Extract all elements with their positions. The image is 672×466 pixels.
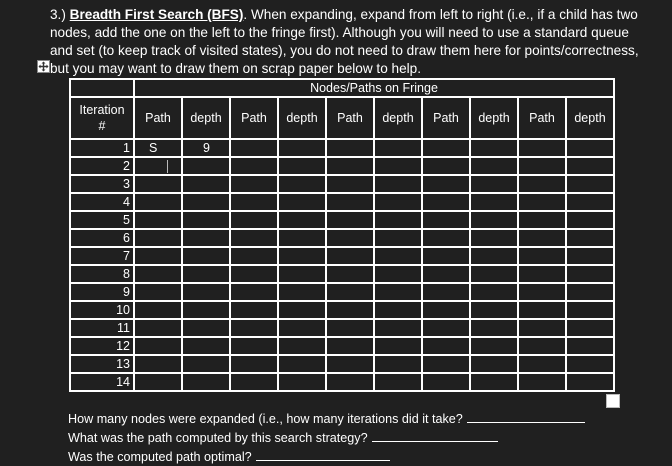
iteration-header-line1: Iteration [79,103,125,117]
table-row [71,374,613,390]
depth-cell-3[interactable] [375,338,421,354]
path-cell-1[interactable] [135,266,181,282]
followup-questions [68,409,628,466]
path-cell-2[interactable] [231,140,277,156]
fringe-table [69,78,615,392]
depth-cell-2[interactable] [279,356,325,372]
depth-cell-1[interactable] [183,230,229,246]
path-cell-2[interactable] [231,158,277,174]
path-cell-1[interactable] [135,302,181,318]
depth-cell-4[interactable] [471,140,517,156]
depth-cell-3[interactable] [375,266,421,282]
path-cell-4[interactable] [423,338,469,354]
depth-cell-4[interactable] [471,194,517,210]
depth-cell-2[interactable] [279,140,325,156]
depth-cell-4[interactable] [471,374,517,390]
depth-cell-2[interactable] [279,302,325,318]
depth-cell-5[interactable] [567,356,613,372]
path-cell-1[interactable] [135,356,181,372]
depth-cell-3[interactable] [375,374,421,390]
iteration-header[interactable] [71,98,133,138]
followup-line-1[interactable] [68,409,628,428]
question-title: Breadth First Search (BFS) [69,7,244,22]
depth-cell-4[interactable] [471,230,517,246]
depth-cell-5[interactable] [567,176,613,192]
depth-cell-3[interactable] [375,356,421,372]
depth-cell-1[interactable] [183,176,229,192]
path-cell-2[interactable] [231,374,277,390]
depth-cell-2[interactable] [279,374,325,390]
path-cell-3[interactable] [327,194,373,210]
text-cursor [167,160,168,173]
answer-blank-3[interactable] [256,447,390,461]
depth-cell-4[interactable] [471,320,517,336]
path-cell-2[interactable] [231,194,277,210]
depth-cell-2[interactable] [279,230,325,246]
path-cell-5[interactable] [519,320,565,336]
path-cell-2[interactable] [231,302,277,318]
header-corner-cell[interactable] [71,80,133,96]
path-cell-4[interactable] [423,176,469,192]
depth-cell-1[interactable] [183,320,229,336]
table-row [71,266,613,282]
depth-cell-3[interactable] [375,212,421,228]
path-cell-5[interactable] [519,356,565,372]
table-row [71,320,613,336]
path-cell-1[interactable] [135,320,181,336]
iteration-number-cell[interactable]: 3 [71,176,133,192]
iteration-number-cell[interactable]: 12 [71,338,133,354]
path-cell-1[interactable] [135,212,181,228]
path-cell-1[interactable] [135,338,181,354]
path-cell-5[interactable] [519,248,565,264]
depth-cell-5[interactable] [567,320,613,336]
resize-square-icon[interactable] [606,394,620,408]
path-cell-3[interactable] [327,320,373,336]
path-cell-5[interactable] [519,230,565,246]
depth-cell-4[interactable] [471,356,517,372]
path-cell-4[interactable] [423,158,469,174]
depth-cell-5[interactable] [567,194,613,210]
table-row [71,338,613,354]
depth-cell-2[interactable] [279,158,325,174]
depth-cell-5[interactable] [567,302,613,318]
table-row [71,248,613,264]
path-cell-3[interactable] [327,140,373,156]
iteration-number-cell[interactable]: 11 [71,320,133,336]
depth-cell-5[interactable] [567,338,613,354]
iteration-number-cell[interactable]: 6 [71,230,133,246]
table-row [71,302,613,318]
depth-cell-1[interactable] [183,266,229,282]
depth-cell-5[interactable] [567,248,613,264]
depth-cell-3[interactable] [375,302,421,318]
depth-header-2[interactable]: depth [279,98,325,138]
path-cell-2[interactable] [231,284,277,300]
depth-cell-2[interactable] [279,320,325,336]
depth-header-5[interactable]: depth [567,98,613,138]
depth-cell-4[interactable] [471,248,517,264]
path-cell-4[interactable] [423,212,469,228]
path-cell-3[interactable] [327,338,373,354]
path-cell-5[interactable] [519,194,565,210]
iteration-number-cell[interactable]: 8 [71,266,133,282]
path-cell-3[interactable] [327,230,373,246]
depth-cell-2[interactable] [279,248,325,264]
path-cell-2[interactable] [231,266,277,282]
path-cell-5[interactable] [519,158,565,174]
path-cell-1[interactable] [135,248,181,264]
path-cell-5[interactable] [519,284,565,300]
iteration-header-line2: # [98,119,106,133]
path-cell-2[interactable] [231,176,277,192]
table-column-header-row [71,98,613,138]
depth-cell-1[interactable] [183,248,229,264]
depth-cell-3[interactable] [375,284,421,300]
iteration-number-cell[interactable]: 10 [71,302,133,318]
table-row [71,212,613,228]
path-cell-5[interactable] [519,140,565,156]
depth-cell-3[interactable] [375,176,421,192]
path-cell-2[interactable] [231,320,277,336]
depth-cell-5[interactable] [567,212,613,228]
table-row [71,284,613,300]
path-cell-3[interactable] [327,266,373,282]
path-cell-4[interactable] [423,302,469,318]
path-cell-4[interactable] [423,230,469,246]
table-group-header-row [71,80,613,96]
question-paragraph[interactable] [50,6,640,78]
depth-cell-2[interactable] [279,266,325,282]
depth-cell-3[interactable] [375,248,421,264]
depth-cell-3[interactable] [375,158,421,174]
depth-cell-5[interactable] [567,140,613,156]
depth-cell-4[interactable] [471,284,517,300]
path-header-2[interactable]: Path [231,98,277,138]
depth-cell-1[interactable] [183,374,229,390]
depth-cell-4[interactable] [471,302,517,318]
depth-cell-5[interactable] [567,266,613,282]
table-row [71,356,613,372]
path-cell-5[interactable] [519,176,565,192]
followup-line-3[interactable] [68,447,628,466]
depth-header-3[interactable]: depth [375,98,421,138]
path-cell-3[interactable] [327,248,373,264]
depth-cell-4[interactable] [471,176,517,192]
followup-question-1: How many nodes were expanded (i.e., how many iterations did it take? [68,412,463,426]
depth-cell-2[interactable] [279,284,325,300]
path-cell-1[interactable] [135,194,181,210]
path-cell-3[interactable] [327,176,373,192]
depth-cell-2[interactable] [279,176,325,192]
path-cell-2[interactable] [231,338,277,354]
path-cell-3[interactable] [327,302,373,318]
path-cell-3[interactable] [327,158,373,174]
fringe-group-header[interactable]: Nodes/Paths on Fringe [135,80,613,96]
path-cell-3[interactable] [327,212,373,228]
path-cell-4[interactable] [423,320,469,336]
path-cell-4[interactable] [423,140,469,156]
path-cell-4[interactable] [423,248,469,264]
path-cell-1[interactable] [135,158,181,174]
path-cell-4[interactable] [423,374,469,390]
path-header-5[interactable]: Path [519,98,565,138]
depth-cell-4[interactable] [471,158,517,174]
depth-header-1[interactable]: depth [183,98,229,138]
table-move-handle[interactable] [37,60,50,73]
path-cell-3[interactable] [327,284,373,300]
depth-cell-2[interactable] [279,338,325,354]
path-cell-5[interactable] [519,212,565,228]
table-row [71,158,613,174]
followup-question-3: Was the computed path optimal? [68,450,252,464]
depth-cell-5[interactable] [567,284,613,300]
table-row [71,176,613,192]
path-cell-1[interactable] [135,176,181,192]
iteration-number-cell[interactable]: 5 [71,212,133,228]
question-number: 3.) [50,7,66,22]
depth-cell-5[interactable] [567,158,613,174]
table-row [71,194,613,210]
depth-cell-1[interactable] [183,284,229,300]
iteration-number-cell[interactable]: 13 [71,356,133,372]
path-cell-2[interactable] [231,212,277,228]
followup-question-2: What was the path computed by this search strategy? [68,431,368,445]
depth-cell-5[interactable] [567,374,613,390]
path-cell-2[interactable] [231,356,277,372]
depth-cell-1[interactable]: 9 [183,140,229,156]
table-row [71,140,613,156]
iteration-number-cell[interactable]: 4 [71,194,133,210]
path-cell-2[interactable] [231,248,277,264]
iteration-number-cell[interactable]: 2 [71,158,133,174]
iteration-number-cell[interactable]: 1 [71,140,133,156]
depth-cell-1[interactable] [183,338,229,354]
path-cell-1[interactable]: S [135,140,181,156]
depth-cell-3[interactable] [375,194,421,210]
path-cell-5[interactable] [519,266,565,282]
path-cell-4[interactable] [423,284,469,300]
iteration-number-cell[interactable]: 7 [71,248,133,264]
path-cell-3[interactable] [327,374,373,390]
path-cell-4[interactable] [423,356,469,372]
depth-cell-1[interactable] [183,194,229,210]
question-body: . When expanding, expand from left to right (i.e., if a child has two nodes, add the one on the left to the fringe first). Although you will need to use a standard queue and set (to keep track of visited states), you do not need to draw them here for points/correctness, but you may want to draw them on scrap paper below to help. [50,7,639,76]
iteration-number-cell[interactable]: 14 [71,374,133,390]
path-header-1[interactable]: Path [135,98,181,138]
depth-cell-5[interactable] [567,230,613,246]
path-cell-3[interactable] [327,356,373,372]
path-header-3[interactable]: Path [327,98,373,138]
table-row [71,230,613,246]
path-cell-4[interactable] [423,266,469,282]
path-cell-1[interactable] [135,374,181,390]
depth-header-4[interactable]: depth [471,98,517,138]
depth-cell-1[interactable] [183,158,229,174]
depth-cell-4[interactable] [471,338,517,354]
table-body [71,140,613,390]
depth-cell-3[interactable] [375,140,421,156]
path-cell-1[interactable] [135,230,181,246]
depth-cell-1[interactable] [183,302,229,318]
followup-line-2[interactable] [68,428,628,447]
path-cell-5[interactable] [519,374,565,390]
depth-cell-3[interactable] [375,230,421,246]
path-header-4[interactable]: Path [423,98,469,138]
depth-cell-2[interactable] [279,194,325,210]
depth-cell-4[interactable] [471,266,517,282]
path-cell-5[interactable] [519,338,565,354]
path-cell-4[interactable] [423,194,469,210]
depth-cell-3[interactable] [375,320,421,336]
depth-cell-2[interactable] [279,212,325,228]
answer-blank-1[interactable] [467,409,585,423]
depth-cell-1[interactable] [183,356,229,372]
path-cell-5[interactable] [519,302,565,318]
answer-blank-2[interactable] [372,428,498,442]
iteration-number-cell[interactable]: 9 [71,284,133,300]
move-cross-icon [38,61,49,72]
path-cell-1[interactable] [135,284,181,300]
depth-cell-1[interactable] [183,212,229,228]
path-cell-2[interactable] [231,230,277,246]
depth-cell-4[interactable] [471,212,517,228]
